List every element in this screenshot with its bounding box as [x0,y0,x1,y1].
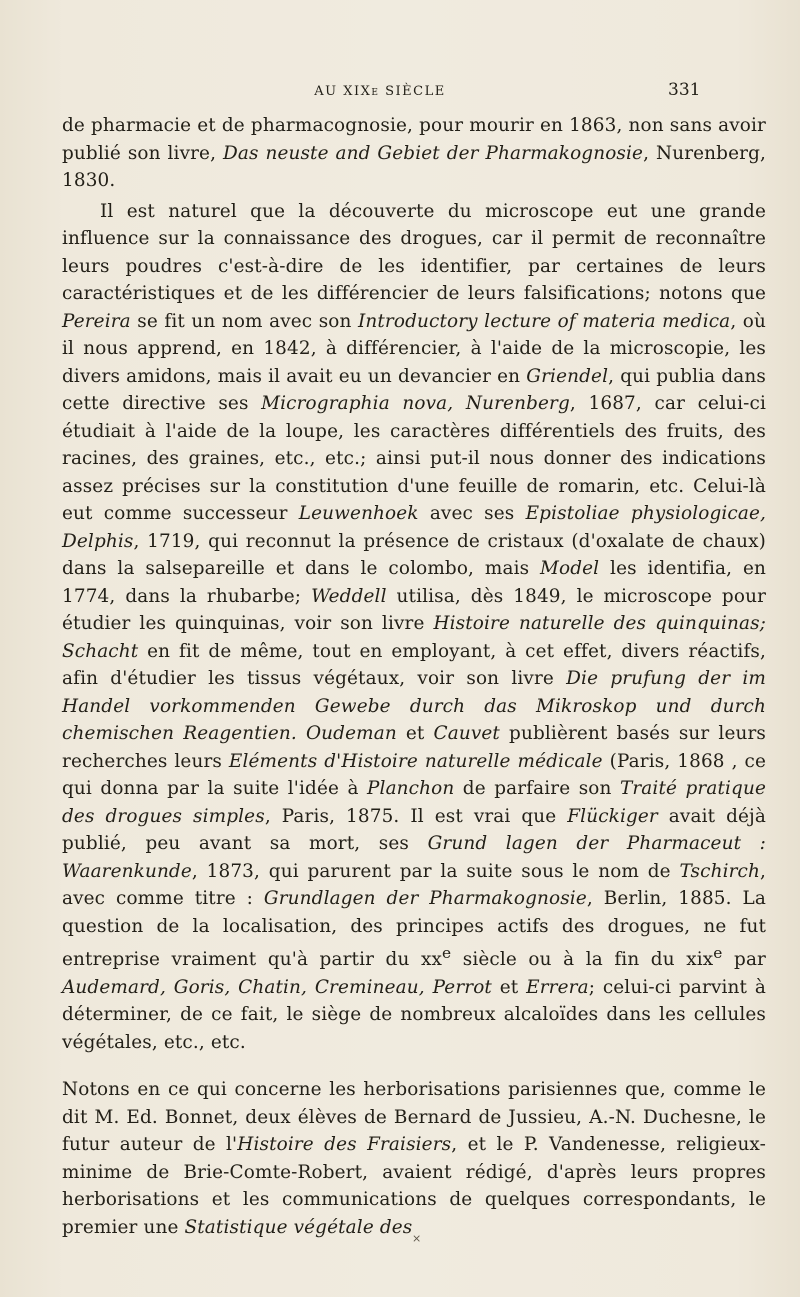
p2-text: et [396,723,434,744]
p2-text: siècle ou à la fin du xix [451,949,714,971]
p2-name: Tschirch [679,860,760,882]
p1-text: de pharmacie et de pharmacognosie, pour mourir en 1863, non sans avoir publié son livre, [62,115,766,164]
p2-text: les identifia, en 1774, dans la rhubarbe; [62,558,766,607]
p2-name: Model [540,558,600,579]
p2-text: avec ses [418,503,526,524]
p2-text: (Paris, 1868 , ce qui donna par la suite l'idée à [62,750,766,799]
p3-text: , et le P. Vandenesse, religieux-minime de Brie-Comte-Robert, avaient rédigé, d'après leurs propres herborisations et les communications de quelques correspondants, le premier une [62,1134,766,1238]
p2-text: ; celui-ci parvint à déterminer, de ce fait, le siège de nombreux alcaloïdes dans les cellules végétales, etc., etc. [62,976,767,1053]
p2-text: , qui publia dans cette directive ses [62,365,766,414]
p2-title: Grundlagen der Pharmakognosie [263,888,587,909]
p2-title: Traité pratique des drogues simples [62,778,766,827]
p2-text: utilisa, dès 1849, le microscope pour étudier les quinquinas, voir son livre [62,585,767,634]
p2-text: en fit de même, tout en employant, à cet effet, divers réactifs, afin d'étudier les tissus végétaux, voir son livre [62,640,766,689]
paragraph-gap [62,1056,766,1076]
p2-text: publièrent basés sur leurs recherches leurs [62,723,766,772]
p2-title: Grund lagen der Pharmaceut : Waarenkunde [62,833,766,882]
paragraph-3 [62,1076,766,1241]
body-text [62,112,766,1241]
p2-title: Introductory lecture of materia medica [357,310,731,332]
p2-title: Histoire naturelle des quinquinas; Schacht [62,613,766,662]
p2-text: de parfaire son [454,778,620,799]
p2-title: Micrographia nova, Nurenberg [261,393,570,414]
superscript: e [442,944,452,962]
p2-title: Epistoliae physiologicae, Delphis [62,503,766,552]
p2-name: Planchon [367,778,455,799]
paragraph-1 [62,112,766,195]
printer-mark: × [412,1232,422,1245]
paragraph-2 [62,198,766,1057]
p2-text: et [491,976,527,998]
running-title: AU XIXe SIÈCLE [314,84,446,99]
p2-text: avait déjà publié, peu avant sa mort, ses [62,805,766,854]
p2-name: Weddell [311,585,387,607]
p1-text: , Nurenberg, 1830. [62,142,766,191]
p1-title: Das neuste and Gebiet der Pharmakognosie [222,142,644,164]
p2-title: Eléments d'Histoire naturelle médicale [228,750,603,772]
p2-name: Audemard, Goris, Chatin, Cremineau, Perrot [62,976,492,998]
p2-name: Pereira [62,310,131,332]
p3-text: Notons en ce qui concerne les herborisations parisiennes que, comme le dit M. Ed. Bonnet, deux élèves de Bernard de Jussieu, A.-N. Duchesne, le futur auteur de l' [62,1079,766,1156]
p2-name: Cauvet [433,723,500,744]
p2-name: Griendel [526,365,609,387]
p3-title: Histoire des Fraisiers [237,1134,452,1156]
p2-text: par [722,949,767,971]
superscript: e [713,944,723,962]
running-head [0,80,800,104]
p2-text: Il est naturel que la découverte du microscope eut une grande influence sur la connaissance des drogues, car il permit de reconnaître leurs poudres c'est-à-dire de les identifier, par certaines de leurs caractéristiques et de les différencier de leurs falsifications; notons que [62,200,766,304]
p2-title: Die prufung der im Handel vorkommenden Gewebe durch das Mikroskop und durch chemischen Reagentien. Oudeman [62,668,766,744]
page-number: 331 [668,80,701,100]
p2-text: , avec comme titre : [62,860,766,909]
p2-text: , où il nous apprend, en 1842, à différencier, à l'aide de la microscopie, les divers amidons, mais il avait eu un devancier en [62,310,766,387]
p2-name: Errera [526,976,589,998]
p2-text: , Paris, 1875. Il est vrai que [264,805,568,827]
p2-name: Leuwenhoek [298,503,419,524]
p2-text: , 1719, qui reconnut la présence de cristaux (d'oxalate de chaux) dans la salsepareille et dans le colombo, mais [62,530,766,579]
p2-text: , 1873, qui parurent par la suite sous le nom de [191,860,680,882]
p3-title: Statistique végétale des [184,1216,413,1238]
p2-text: se fit un nom avec son [130,310,358,332]
p2-text: , Berlin, 1885. La question de la localisation, des principes actifs des drogues, ne fut entreprise vraiment qu'à partir du xx [62,888,766,971]
p2-name: Flückiger [567,805,658,827]
p2-text: , 1687, car celui-ci étudiait à l'aide de la loupe, les caractères différentiels des fruits, des racines, des graines, etc., etc.; ainsi put-il nous donner des indications assez précises sur la constitution d'une feuille de romarin, etc. Celui-là eut comme successeur [62,393,766,524]
